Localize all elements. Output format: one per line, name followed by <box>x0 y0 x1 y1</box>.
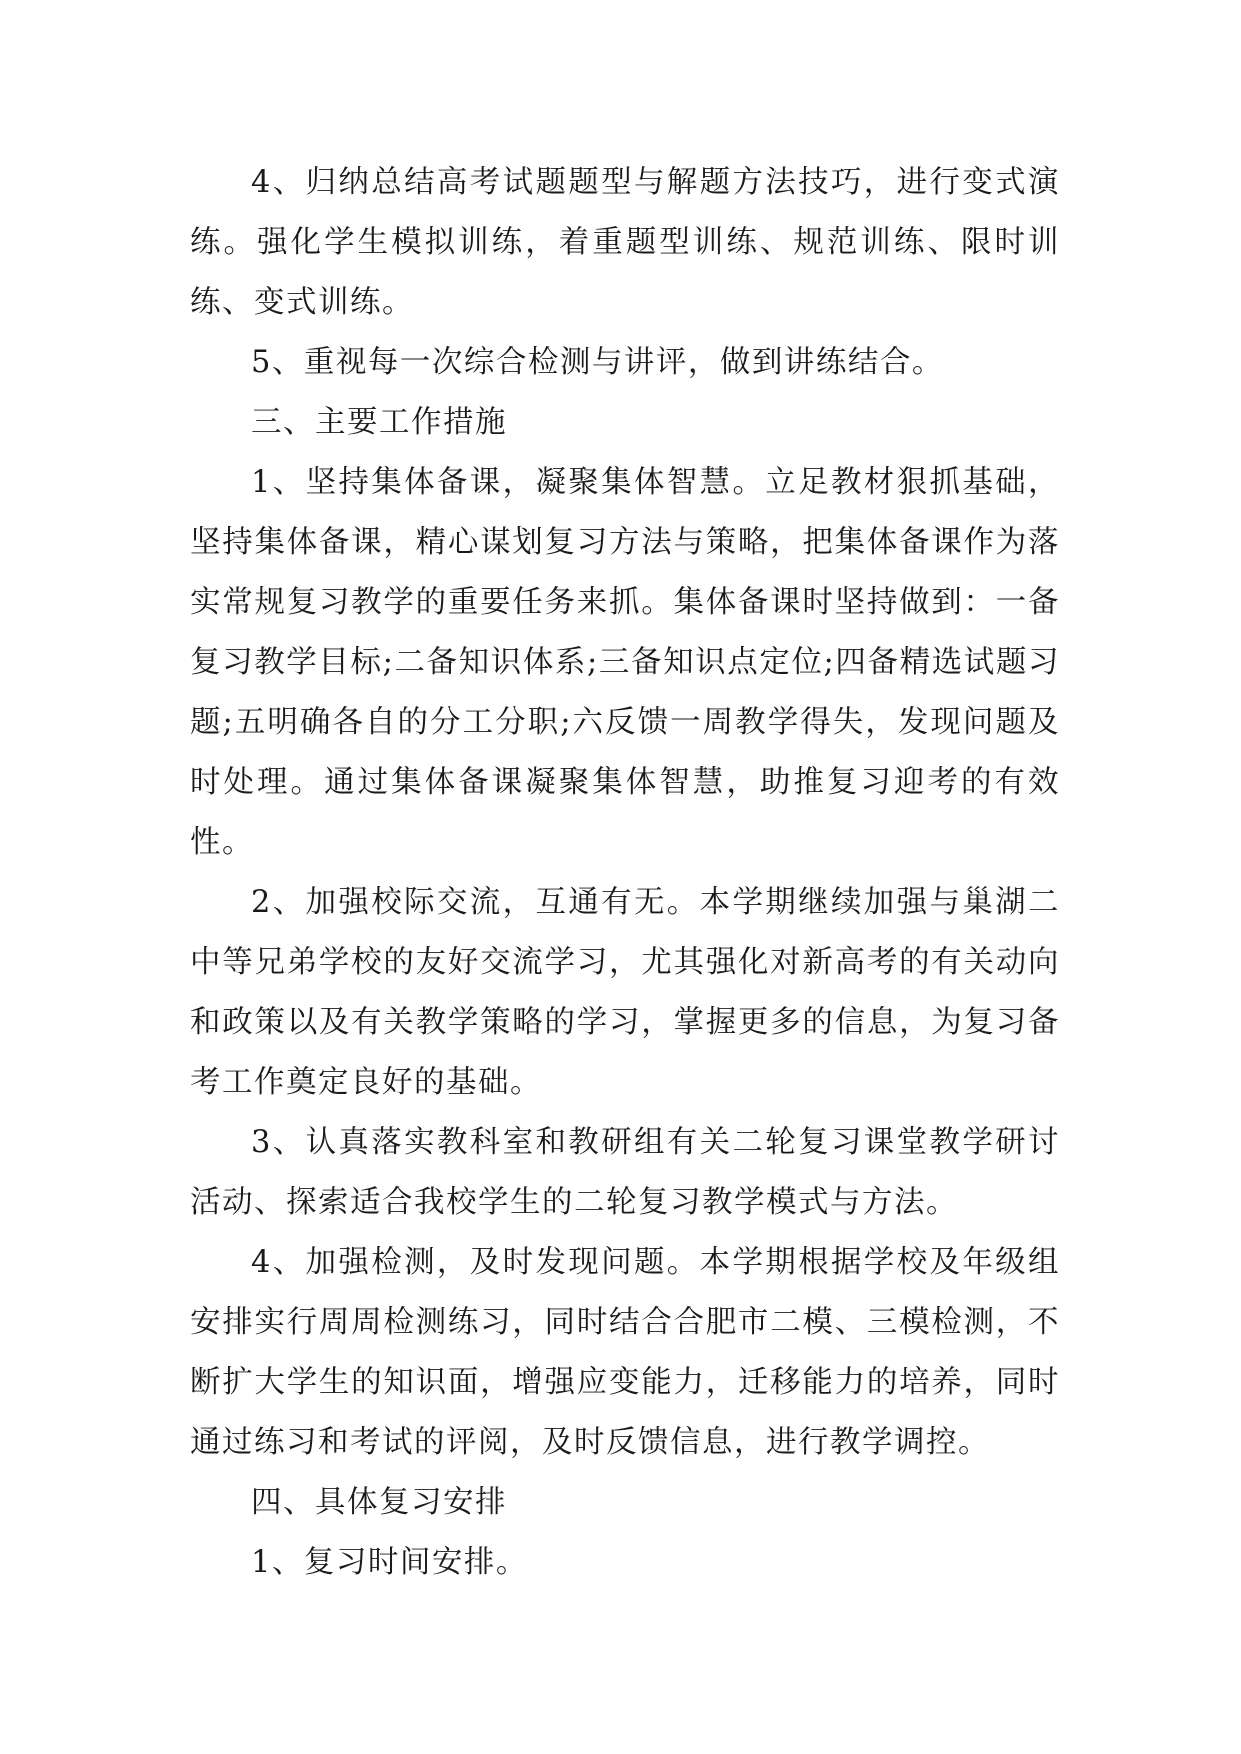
paragraph-schedule-1: 1、复习时间安排。 <box>251 1545 528 1580</box>
section-heading-measures: 三、主要工作措施 <box>251 405 507 440</box>
document-page <box>190 153 1060 1593</box>
paragraph-method-4: 4、归纳总结高考试题题型与解题方法技巧，进行变式演练。强化学生模拟训练，着重题型训练、规范训练、限时训练、变式训练。 <box>190 165 1060 320</box>
paragraph-measure-4: 4、加强检测，及时发现问题。本学期根据学校及年级组安排实行周周检测练习，同时结合合肥市二模、三模检测，不断扩大学生的知识面，增强应变能力，迁移能力的培养，同时通过练习和考试的评阅，及时反馈信息，进行教学调控。 <box>190 1245 1060 1460</box>
section-heading-schedule: 四、具体复习安排 <box>251 1485 507 1520</box>
paragraph-measure-3: 3、认真落实教科室和教研组有关二轮复习课堂教学研讨活动、探索适合我校学生的二轮复习教学模式与方法。 <box>190 1125 1060 1220</box>
paragraph-measure-1: 1、坚持集体备课，凝聚集体智慧。立足教材狠抓基础，坚持集体备课，精心谋划复习方法与策略，把集体备课作为落实常规复习教学的重要任务来抓。集体备课时坚持做到：一备复习教学目标;二备知识体系;三备知识点定位;四备精选试题习题;五明确各自的分工分职;六反馈一周教学得失，发现问题及时处理。通过集体备课凝聚集体智慧，助推复习迎考的有效性。 <box>190 465 1060 860</box>
paragraph-method-5: 5、重视每一次综合检测与讲评，做到讲练结合。 <box>251 345 944 380</box>
paragraph-measure-2: 2、加强校际交流，互通有无。本学期继续加强与巢湖二中等兄弟学校的友好交流学习，尤其强化对新高考的有关动向和政策以及有关教学策略的学习，掌握更多的信息，为复习备考工作奠定良好的基础。 <box>190 885 1060 1100</box>
